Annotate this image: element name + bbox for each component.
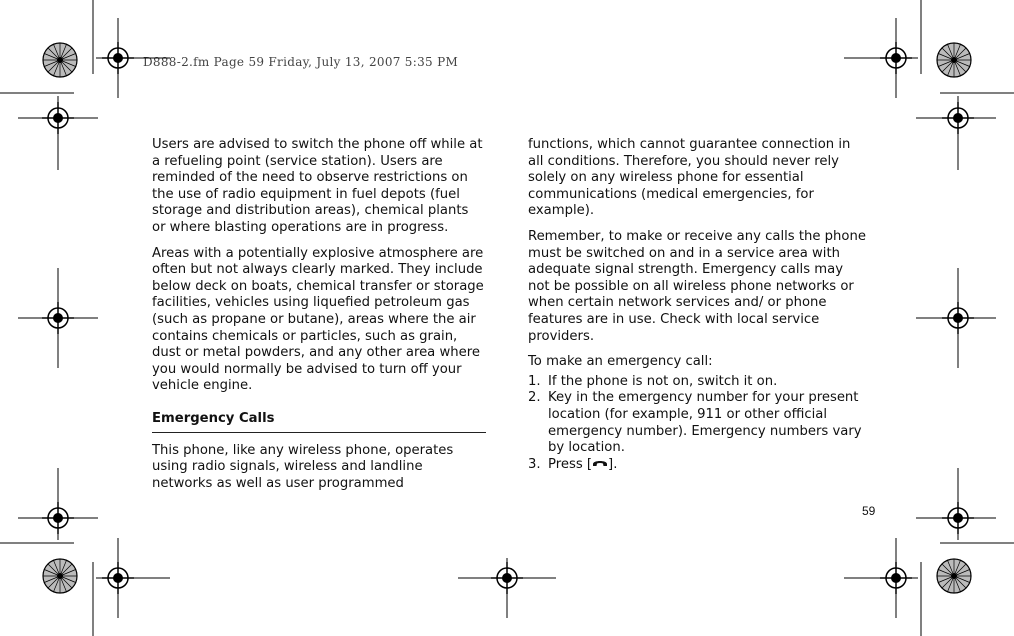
call-key-icon [592,458,608,469]
page-number: 59 [862,504,876,518]
left-column [152,137,486,501]
paragraph: This phone, like any wireless phone, operates using radio signals, wireless and landline networks as well as user programmed [152,442,454,491]
list-item [528,457,866,474]
step-text [548,457,866,474]
paragraph: Remember, to make or receive any calls the phone must be switched on and in a service area with adequate signal strength. Emergency calls may not be possible on all wireless phone networks or when certain network services and/ or phone features are in use. Check with local service providers. [528,228,866,344]
step-text-before: Press [ [548,456,593,472]
step-text: If the phone is not on, switch it on. [548,373,778,389]
section-heading: Emergency Calls [152,411,486,433]
step-text: Key in the emergency number for your present location (for example, 911 or other official emergency number). Emergency numbers vary by location. [548,390,862,456]
steps-list [528,374,866,474]
step-text-after: ]. [608,456,618,472]
steps-intro: To make an emergency call: [528,354,713,370]
paragraph: functions, which cannot guarantee connection in all conditions. Therefore, you should never rely solely on any wireless phone for essential communications (medical emergencies, for example). [528,137,851,219]
step-number: 1. [528,373,541,389]
right-column [528,137,866,473]
paragraph: Areas with a potentially explosive atmosphere are often but not always clearly marked. They include below deck on boats, chemical transfer or storage facilities, vehicles using liquefied petroleum gas (such as propane or butane), areas where the air contains chemicals or particles, such as grain, dust or metal powders, and any other area where you would normally be advised to turn off your vehicle engine. [152,245,484,394]
step-number: 2. [528,390,541,406]
list-item [528,390,866,456]
print-slug: D888-2.fm Page 59 Friday, July 13, 2007 5:35 PM [143,55,459,69]
step-number: 3. [528,456,541,472]
paragraph: Users are advised to switch the phone off while at a refueling point (service station). Users are reminded of the need to observe restrictions on the use of radio equipment in fuel depots (fuel storage and distribution areas), chemical plants or where blasting operations are in progress. [152,137,483,235]
list-item [528,374,866,391]
